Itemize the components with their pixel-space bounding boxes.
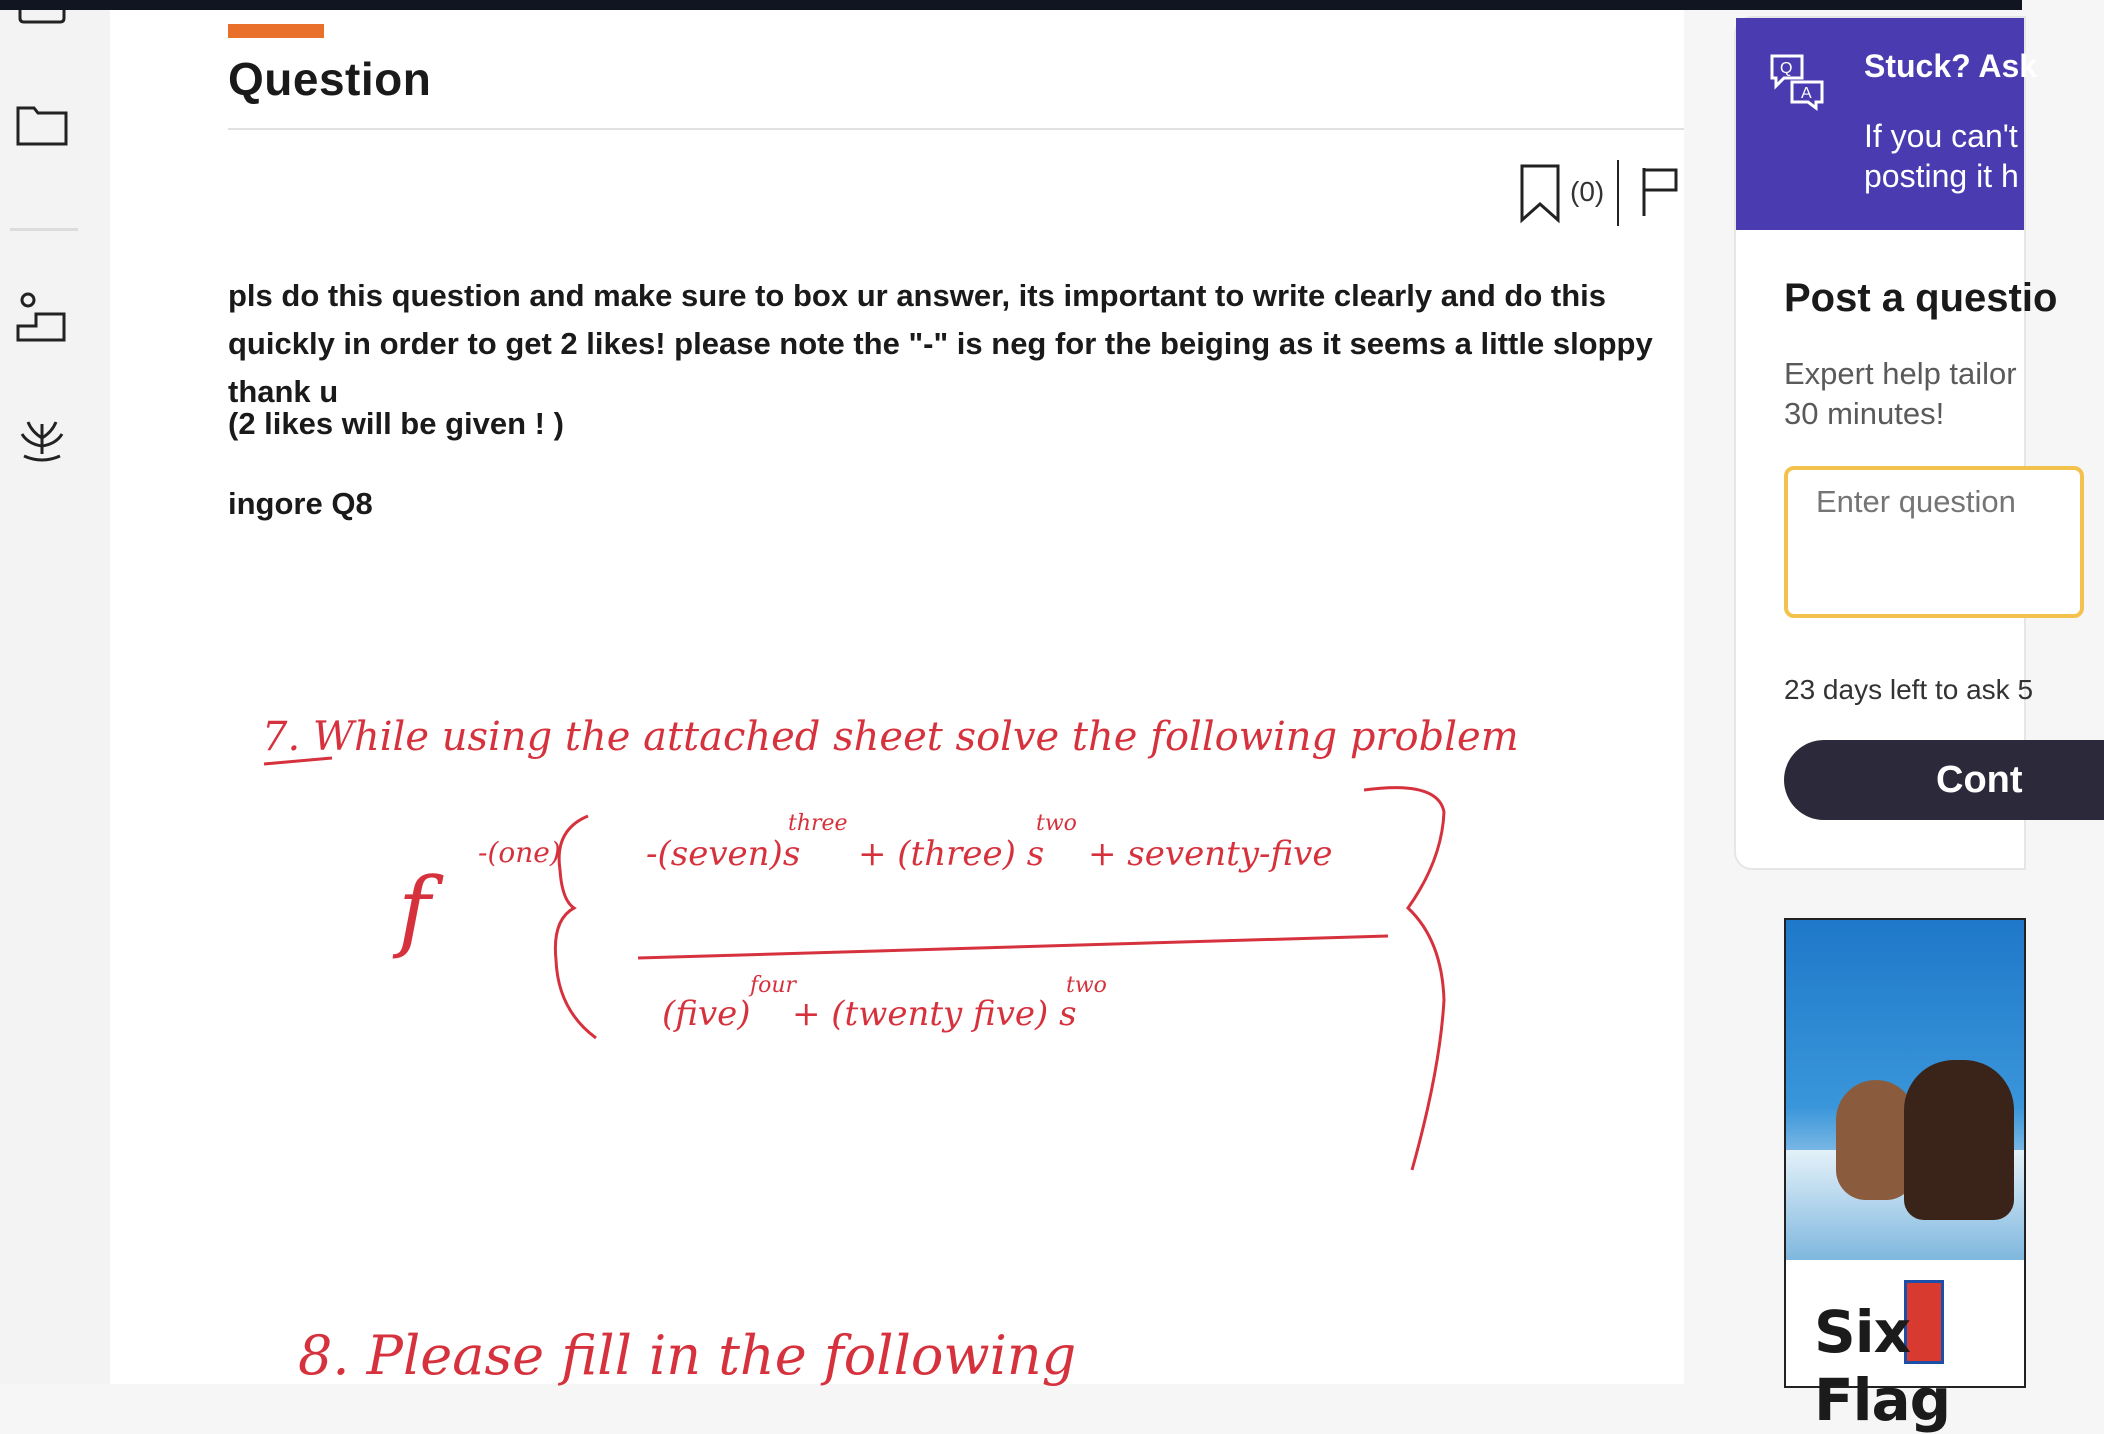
hw-exp-two-b: two (1066, 973, 1107, 998)
ad-person (1904, 1060, 2014, 1220)
stuck-body-line: If you can't (1864, 118, 2018, 154)
flag-icon[interactable] (1640, 166, 1682, 218)
hw-denominator-a: (five) (662, 994, 751, 1034)
left-rail (0, 10, 110, 1384)
folder-partial-icon[interactable] (14, 6, 70, 62)
rail-separator (10, 228, 78, 231)
question-paragraph: ingore Q8 (228, 486, 373, 521)
advertisement[interactable] (1784, 918, 2026, 1434)
hw-numerator-a: -(seven)s (646, 834, 801, 874)
hw-exp-two: two (1036, 811, 1077, 836)
bookmark-count: (0) (1570, 176, 1605, 207)
title-divider (228, 128, 1684, 130)
page-title: Question (228, 53, 432, 105)
qa-chat-icon (1768, 52, 1826, 110)
hw-line-7: 7. While using the attached sheet solve the following problem (262, 714, 1519, 760)
question-paragraph: pls do this question and make sure to box ur answer, its important to write clearly and do this quickly in order to get 2 likes! please note the "-" is neg for the beiging as it seems a little sloppy thank u (228, 278, 1653, 409)
handwritten-question-image (228, 640, 1528, 1387)
stuck-title: Stuck? Ask (1864, 48, 2038, 84)
question-paragraph: (2 likes will be given ! ) (228, 406, 564, 441)
hw-numerator-c: + seventy-five (1088, 834, 1333, 874)
folder-icon[interactable] (14, 98, 70, 154)
hw-line-8: 8. Please fill in the following (298, 1324, 1077, 1387)
stuck-banner (1736, 18, 2038, 230)
ask-expert-panel (1734, 16, 2058, 870)
stuck-body (1864, 116, 2019, 196)
hw-f-superscript: -(one) (478, 836, 561, 869)
post-question-subtitle (1784, 354, 2017, 434)
top-bar (0, 0, 2022, 10)
continue-button[interactable]: Cont (1784, 740, 2104, 820)
hw-numerator-b: + (three) s (858, 834, 1045, 874)
post-question-title: Post a questio (1784, 276, 2058, 320)
svg-text:Q: Q (1780, 60, 1793, 77)
stuck-body-line: posting it h (1864, 158, 2019, 194)
steps-icon[interactable] (14, 290, 70, 346)
question-input[interactable] (1784, 466, 2084, 618)
svg-text:A: A (1801, 85, 1812, 102)
post-subtitle-line: 30 minutes! (1784, 396, 1945, 431)
title-accent (228, 24, 324, 38)
hw-exp-four: four (750, 973, 797, 998)
hw-denominator-b: + (twenty five) s (792, 994, 1077, 1034)
post-subtitle-line: Expert help tailor (1784, 356, 2017, 391)
plant-icon[interactable] (14, 410, 70, 466)
days-left-text: 23 days left to ask 5 (1784, 674, 2034, 705)
bookmark-icon[interactable] (1518, 164, 1562, 224)
action-divider (1617, 160, 1619, 226)
ad-logo-text: Six Flag (1814, 1298, 1951, 1434)
hw-exp-three: three (788, 811, 848, 836)
hw-f-symbol: f (398, 858, 431, 961)
